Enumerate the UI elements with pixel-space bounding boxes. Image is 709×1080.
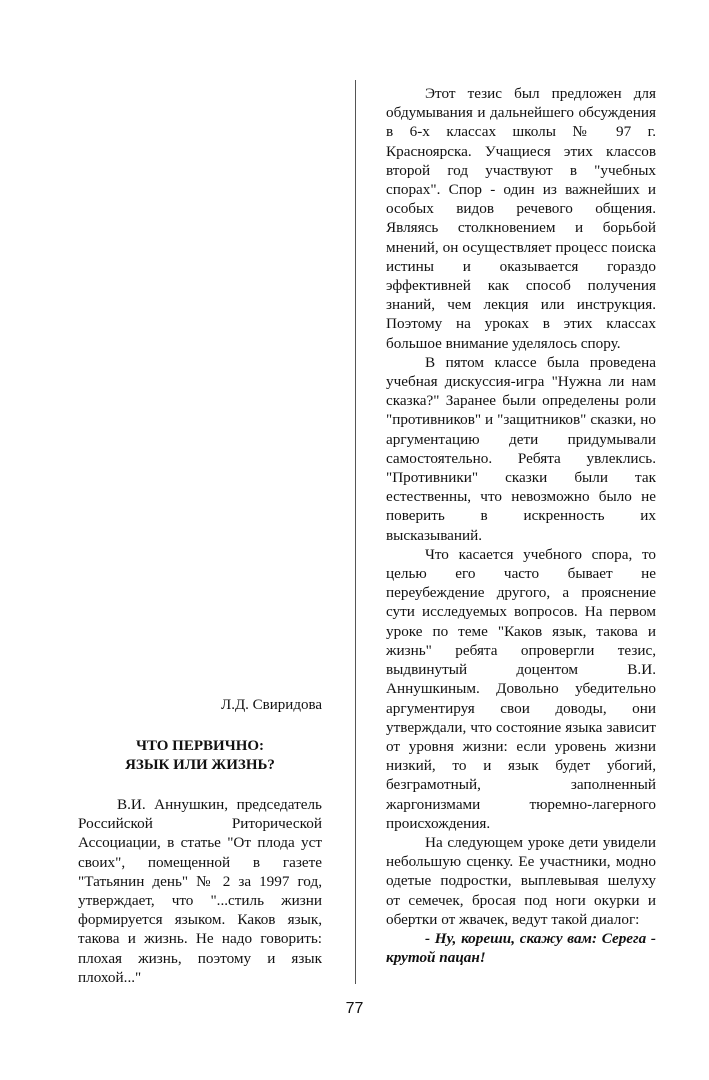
article-title bbox=[78, 737, 322, 775]
page-number: 77 bbox=[345, 1000, 364, 1017]
right-paragraph-2: В пятом классе была проведена учебная дискуссия-игра "Нужна ли нам сказка?" Заранее были определены роли "противников" и "защитников" сказки, но аргументацию дети придумывали самостоятельно. Ребята увлеклись. "Противники" сказки были так естественны, что невозможно было не поверить в искренность их высказываний. bbox=[386, 353, 656, 544]
right-paragraph-1: Этот тезис был предложен для обдумывания и дальнейшего обсуждения в 6-х классах школы № 97 г. Красноярска. Учащиеся этих классов второй год участвуют в "учебных спорах". Спор - один из важнейших и особых видов речевого общения. Являясь столкновением и борьбой мнений, он осуществляет процесс поиска истины и оказывается гораздо эффективней как способ получения знаний, чем лекция или инструкция. Поэтому на уроках в этих классах большое внимание уделялось спору. bbox=[386, 85, 656, 352]
title-line-2: ЯЗЫК ИЛИ ЖИЗНЬ? bbox=[125, 757, 275, 773]
right-paragraph-3: Что касается учебного спора, то целью его часто бывает не переубеждение другого, а прояснение сути исследуемых вопросов. На первом уроке по теме "Каков язык, такова и жизнь" ребята опровергли тезис, выдвинутый доцентом В.И. Аннушкиным. Довольно убедительно аргументируя свои доводы, они утверждали, что состояние языка зависит от уровня жизни: если уровень жизни низкий, то и язык будет убогий, безграмотный, заполненный жаргонизмами тюремно-лагерного происхождения. bbox=[386, 545, 656, 832]
column-divider bbox=[355, 80, 356, 984]
left-body bbox=[78, 795, 322, 987]
dialogue-quote: - Ну, кореши, скажу вам: Серега - крутой пацан! bbox=[386, 929, 656, 967]
right-paragraph-4: На следующем уроке дети увидели небольшую сценку. Ее участники, модно одетые подростки, выплевывая шелуху от семечек, бросая под ноги окурки и обертки от жвачек, ведут такой диалог: bbox=[386, 833, 656, 928]
left-column bbox=[78, 0, 322, 1000]
left-paragraph-1: В.И. Аннушкин, председатель Российской Риторической Ассоциации, в статье "От плода уст своих", помещенной в газете "Татьянин день" № 2 за 1997 год, утверждает, что "...стиль жизни формируется языком. Каков язык, такова и жизнь. Не надо говорить: плохая жизнь, поэтому и язык плохой..." bbox=[78, 796, 322, 986]
author-name: Л.Д. Свиридова bbox=[221, 697, 322, 713]
title-line-1: ЧТО ПЕРВИЧНО: bbox=[135, 738, 265, 754]
right-column bbox=[386, 84, 656, 967]
